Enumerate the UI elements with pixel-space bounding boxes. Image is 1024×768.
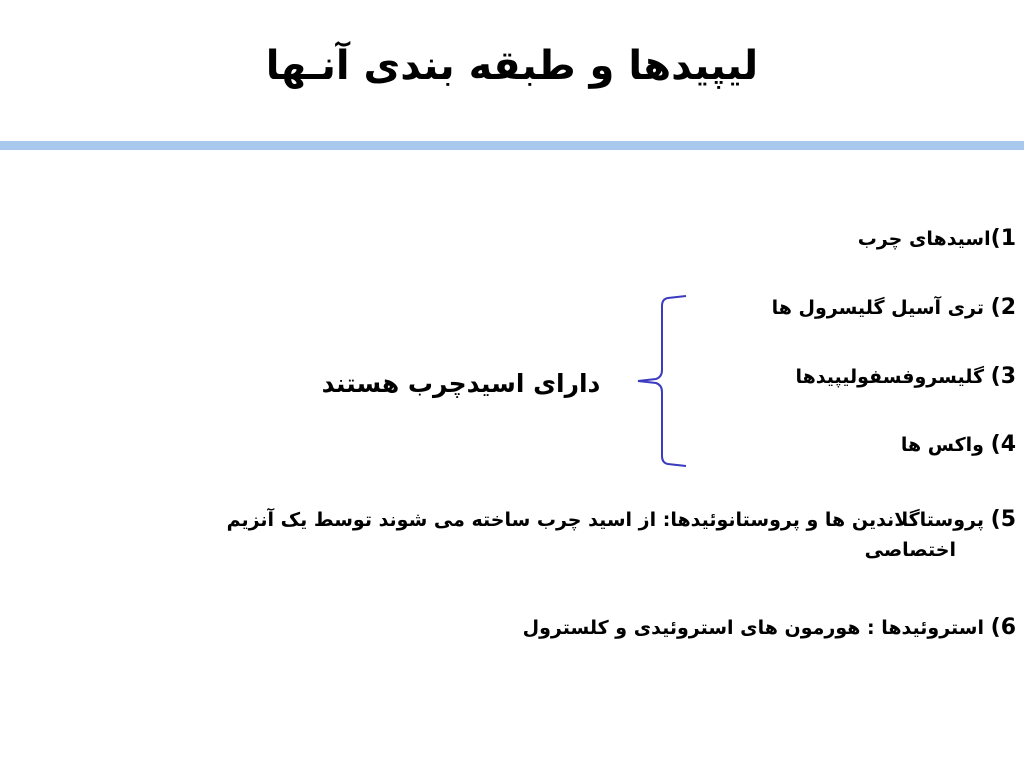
item-text-continuation: اختصاصی	[864, 539, 956, 561]
item-number: 4)	[990, 432, 1016, 457]
list-item-prostaglandins	[46, 505, 1016, 565]
group-note: دارای اسیدچرب هستند	[321, 369, 601, 398]
item-number: 6)	[990, 615, 1016, 640]
item-number: 3)	[990, 364, 1016, 389]
item-text: تری آسیل گلیسرول ها	[771, 297, 991, 319]
curly-brace	[630, 292, 700, 470]
item-text: اسیدهای چرب	[857, 228, 991, 250]
item-text: پروستاگلاندین ها و پروستانوئیدها: از اسید چرب ساخته می شوند توسط یک آنزیم	[226, 509, 991, 531]
item-text: استروئیدها : هورمون های استروئیدی و کلسترول	[522, 617, 991, 639]
slide-title: لیپیدها و طبقه بندی آنـها	[265, 43, 759, 89]
list-item-fatty-acids	[858, 224, 1016, 254]
item-number: 5)	[990, 507, 1016, 532]
list-item-steroids	[523, 613, 1016, 643]
item-number: 1)	[990, 226, 1016, 251]
list-item-glycerophospholipids	[795, 362, 1016, 392]
list-item-waxes	[901, 430, 1016, 460]
list-item-triacylglycerols	[772, 293, 1016, 323]
item-number: 2)	[990, 295, 1016, 320]
title-underline	[0, 141, 1024, 150]
item-text: واکس ها	[900, 434, 991, 456]
item-text: گلیسروفسفولیپیدها	[795, 366, 991, 388]
